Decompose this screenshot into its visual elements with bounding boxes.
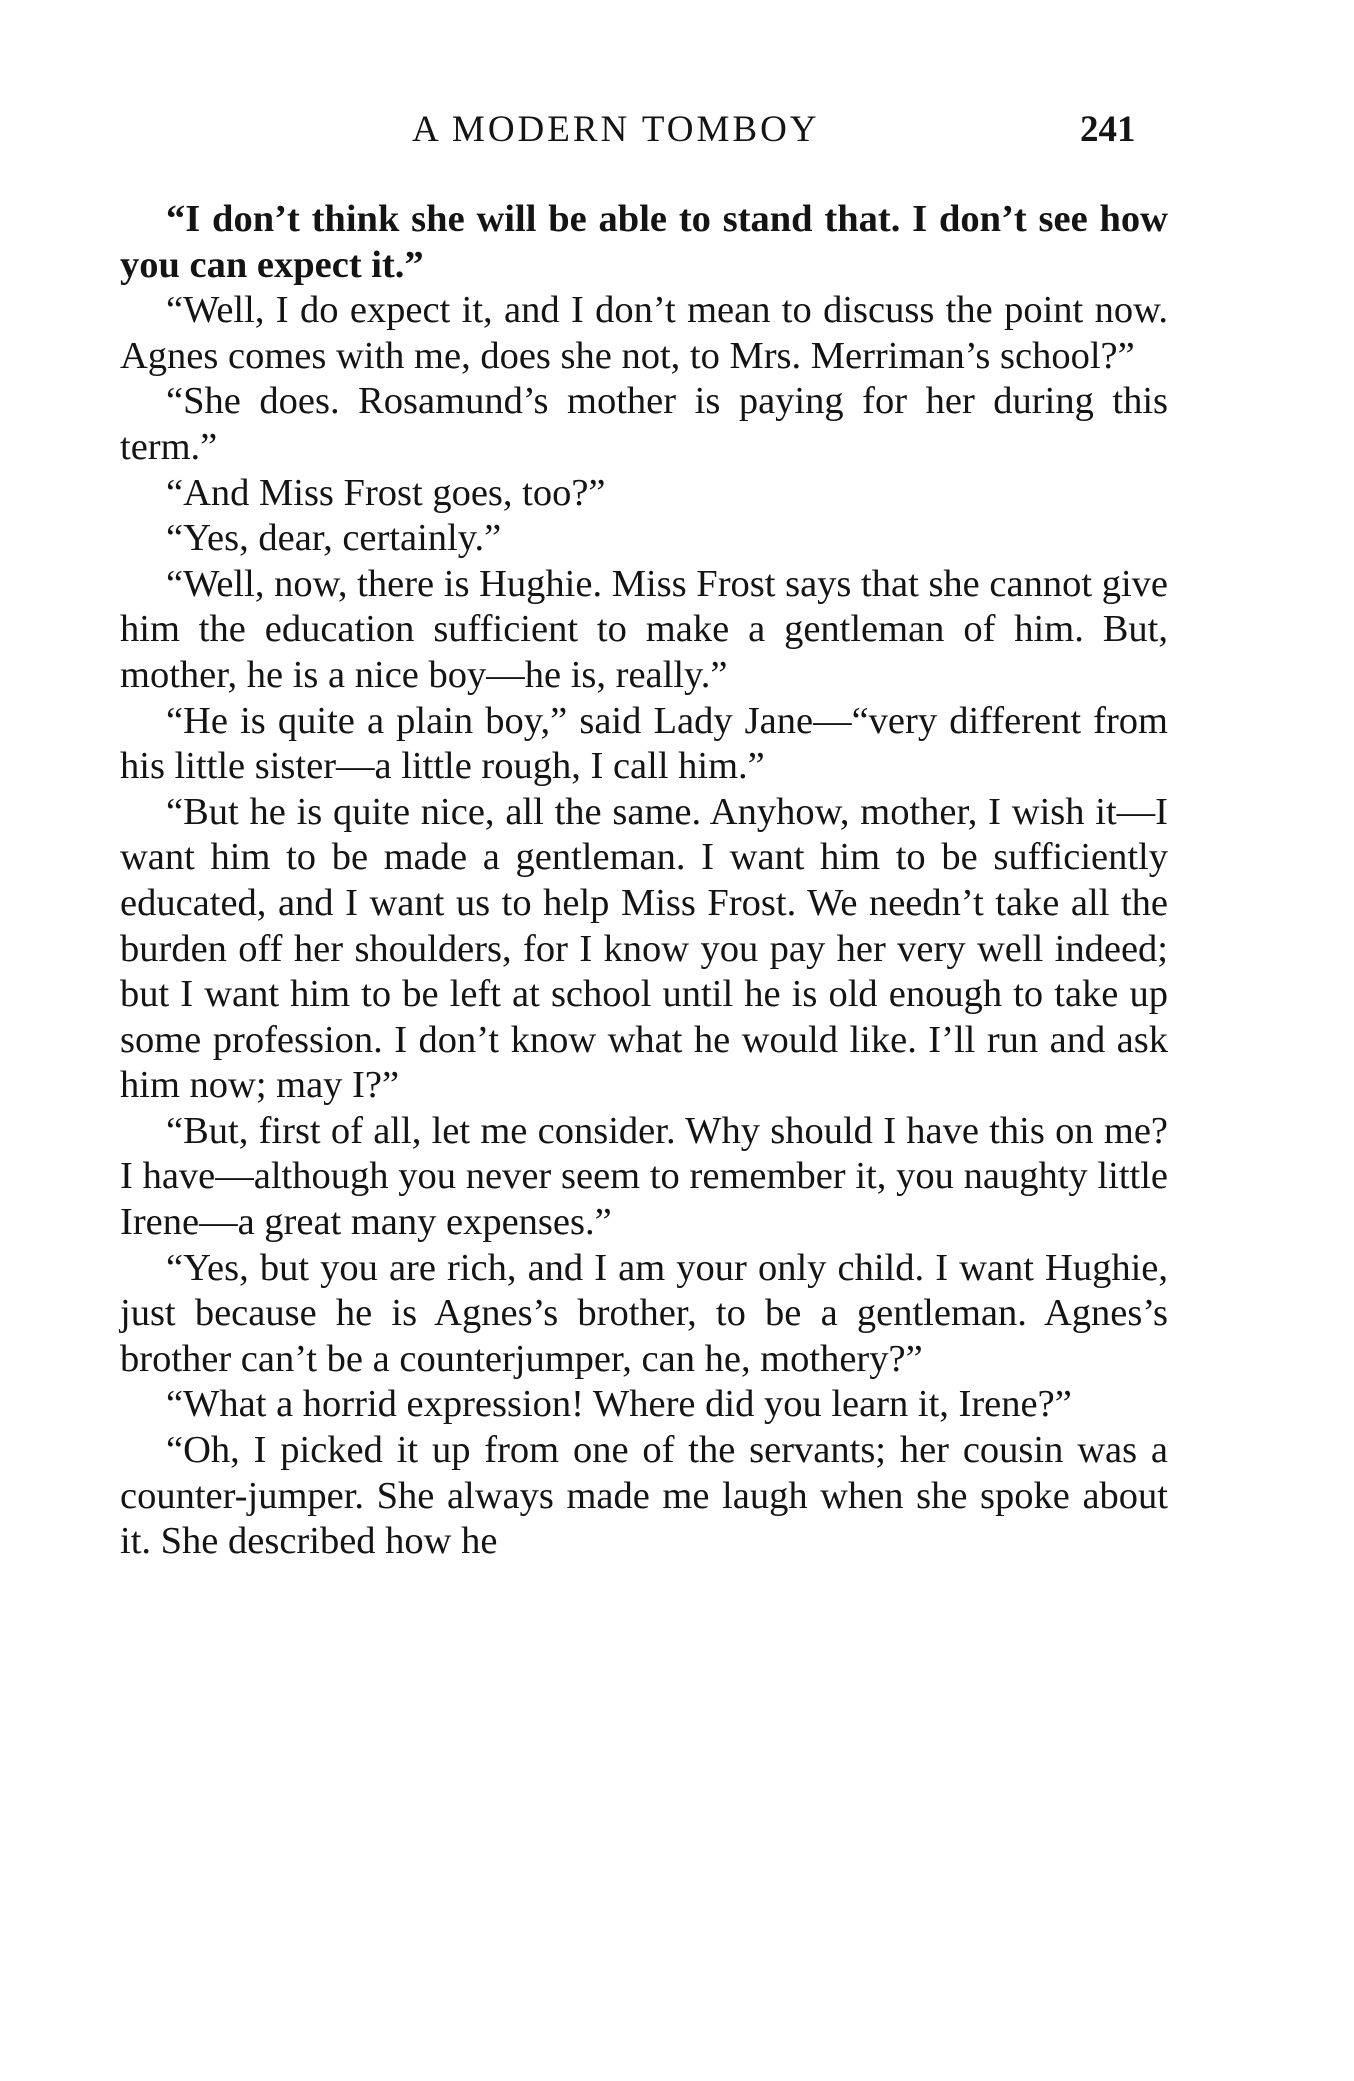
paragraph-10: “Yes, but you are rich, and I am your only child. I want Hughie, just because he is Agnes’s brother, to be a gentleman. Agnes’s brother can’t be a counterjumper, can he, mothery?”	[120, 1246, 1168, 1380]
paragraph-4: “And Miss Frost goes, too?”	[166, 471, 606, 514]
page-number: 241	[1080, 109, 1136, 150]
paragraph-3: “She does. Rosamund’s mother is paying for her during this term.”	[120, 380, 1168, 468]
running-head	[0, 100, 1354, 160]
paragraph-7: “He is quite a plain boy,” said Lady Jane—“very different from his little sister—a little rough, I call him.”	[120, 699, 1168, 788]
paragraph-11: “What a horrid expression! Where did you learn it, Irene?”	[166, 1383, 1072, 1426]
paragraph-2: “Well, I do expect it, and I don’t mean to discuss the point now. Agnes comes with me, does she not, to Mrs. Merriman’s school?”	[120, 289, 1168, 377]
body-text	[120, 197, 1168, 1565]
paragraph-9: “But, first of all, let me consider. Why should I have this on me? I have—although you never seem to remember it, you naughty little Irene—a great many expenses.”	[120, 1109, 1168, 1244]
paragraph-6: “Well, now, there is Hughie. Miss Frost says that she cannot give him the education sufficient to make a gentleman of him. But, mother, he is a nice boy—he is, really.”	[120, 562, 1168, 696]
running-title: A MODERN TOMBOY	[412, 109, 820, 150]
paragraph-1: “I don’t think she will be able to stand that. I don’t see how you can expect it.”	[120, 198, 1168, 286]
paragraph-8: “But he is quite nice, all the same. Anyhow, mother, I wish it—I want him to be made a gentleman. I want him to be sufficiently educated, and I want us to help Miss Frost. We needn’t take all the burden off her shoulders, for I know you pay her very well indeed; but I want him to be left at school until he is old enough to take up some profession. I don’t know what he would like. I’ll run and ask him now; may I?”	[120, 790, 1168, 1107]
paragraph-12: “Oh, I picked it up from one of the servants; her cousin was a counter-jumper. She always made me laugh when she spoke about it. She described how he	[120, 1429, 1168, 1563]
paragraph-5: “Yes, dear, certainly.”	[166, 517, 502, 560]
